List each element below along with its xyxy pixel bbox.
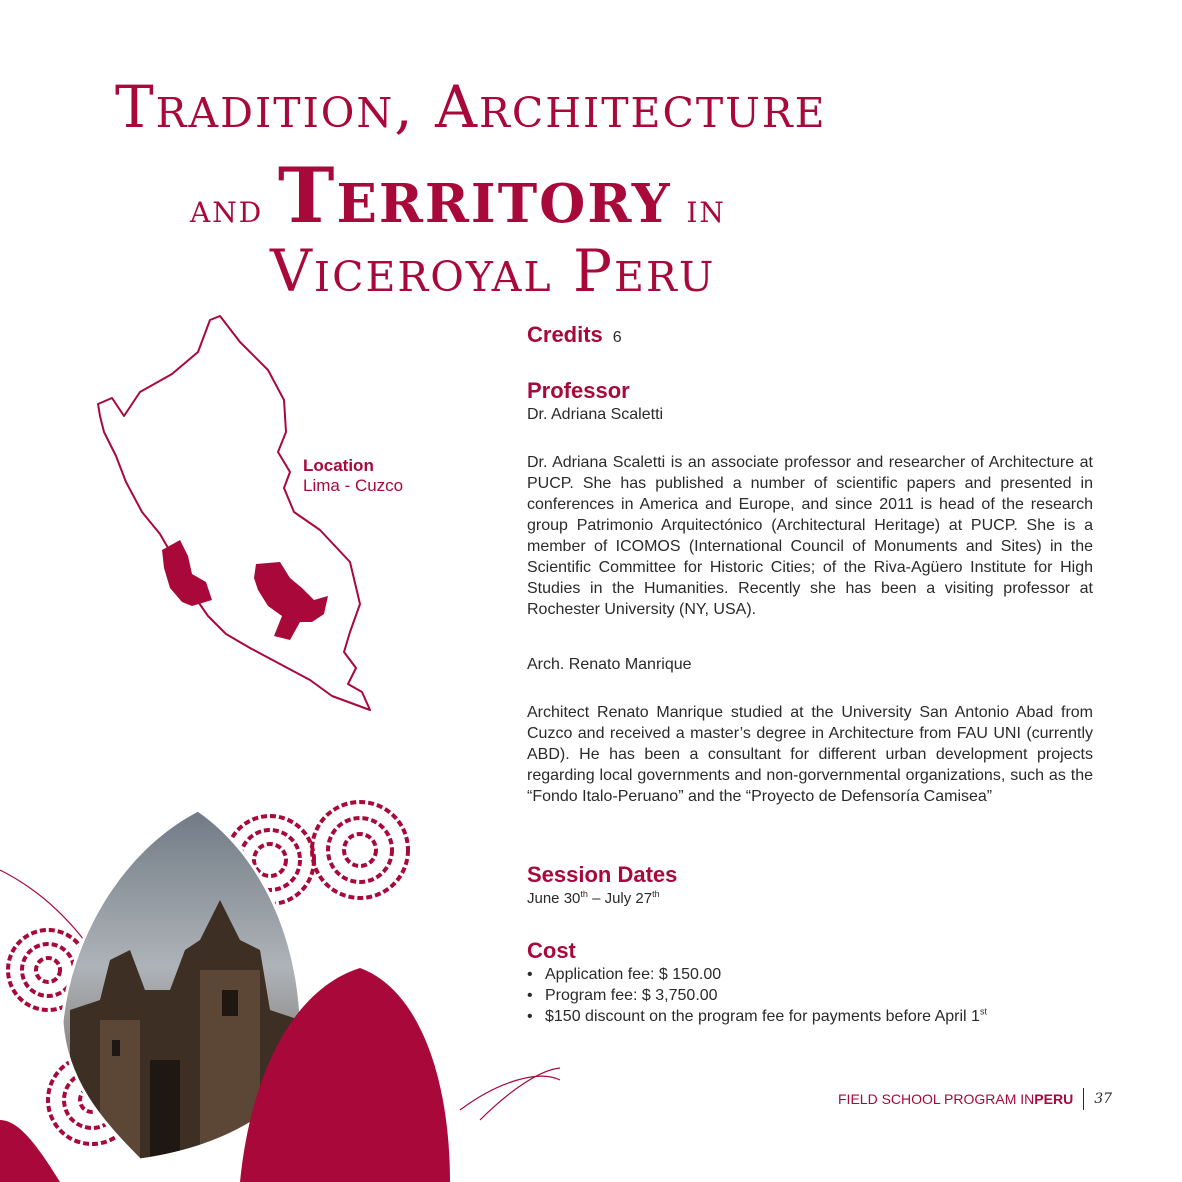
professor-name-1: Dr. Adriana Scaletti — [527, 406, 664, 423]
session-end: July 27 — [604, 890, 653, 907]
page-footer — [838, 1088, 1112, 1110]
credits-heading: Credits — [527, 322, 603, 347]
footer-program: FIELD SCHOOL PROGRAM IN — [838, 1091, 1035, 1107]
location-value: Lima - Cuzco — [303, 476, 404, 495]
credits-value: 6 — [612, 329, 622, 346]
professor-bio-2: Architect Renato Manrique studied at the University San Antonio Abad from Cuzco and received a master’s degree in Architecture from FAU UNI (currently ABD). He has been a consultant for different urban development projects regarding local governments and non-gorvernmental organizations, such as the “Fondo Italo-Peruano” and the “Proyecto de Defensoría Camisea” — [527, 704, 1093, 805]
professor-name-2: Arch. Renato Manrique — [527, 656, 692, 673]
session-end-sup: th — [652, 889, 660, 899]
title-line-1: Tradition, Architecture — [115, 73, 827, 141]
title-territory: Territory — [277, 151, 672, 240]
cost-item-sup: st — [979, 1006, 987, 1017]
cost-item-text: Application fee: $ 150.00 — [545, 966, 722, 983]
decorative-artwork — [0, 790, 560, 1182]
page-number: 37 — [1094, 1091, 1113, 1107]
cost-item-text: $150 discount on the program fee for payments before April 1 — [545, 1008, 980, 1025]
footer-divider — [1083, 1088, 1084, 1110]
session-start-sup: th — [580, 889, 588, 899]
title-line-3: Viceroyal Peru — [270, 237, 716, 305]
footer-country: PERU — [1034, 1091, 1074, 1107]
cost-heading: Cost — [527, 938, 576, 963]
credits-row — [527, 322, 1093, 348]
title-and: and — [190, 186, 264, 232]
cost-item — [527, 1006, 1093, 1027]
title-in: in — [686, 186, 726, 232]
session-start: June 30 — [527, 890, 581, 907]
peru-map-icon — [80, 312, 380, 722]
session-dates — [527, 888, 1093, 909]
cost-item-text: Program fee: $ 3,750.00 — [545, 987, 718, 1004]
professor-bio-1: Dr. Adriana Scaletti is an associate professor and researcher of Architecture at PUCP. She has published a number of scientific papers and presented in conferences in America and Europe, and since 2011 is head of the research group Patrimonio Arquitectónico (Architectural Heritage) at PUCP. She is a member of ICOMOS (International Council of Monuments and Sites) in the Scientific Committee for Historic Cities; of the Riva-Agüero Institute for High Studies in the Humanities. Recently she has been a visiting professor at Rochester University (NY, USA). — [527, 454, 1093, 618]
cost-item — [527, 985, 1093, 1006]
session-heading: Session Dates — [527, 862, 678, 887]
location-label: Location — [303, 456, 374, 475]
cost-item — [527, 964, 1093, 985]
title-line-2 — [190, 151, 726, 240]
session-dash: – — [587, 890, 605, 907]
professor-heading: Professor — [527, 378, 630, 403]
location-block — [303, 456, 403, 496]
cost-list — [527, 964, 1093, 1027]
